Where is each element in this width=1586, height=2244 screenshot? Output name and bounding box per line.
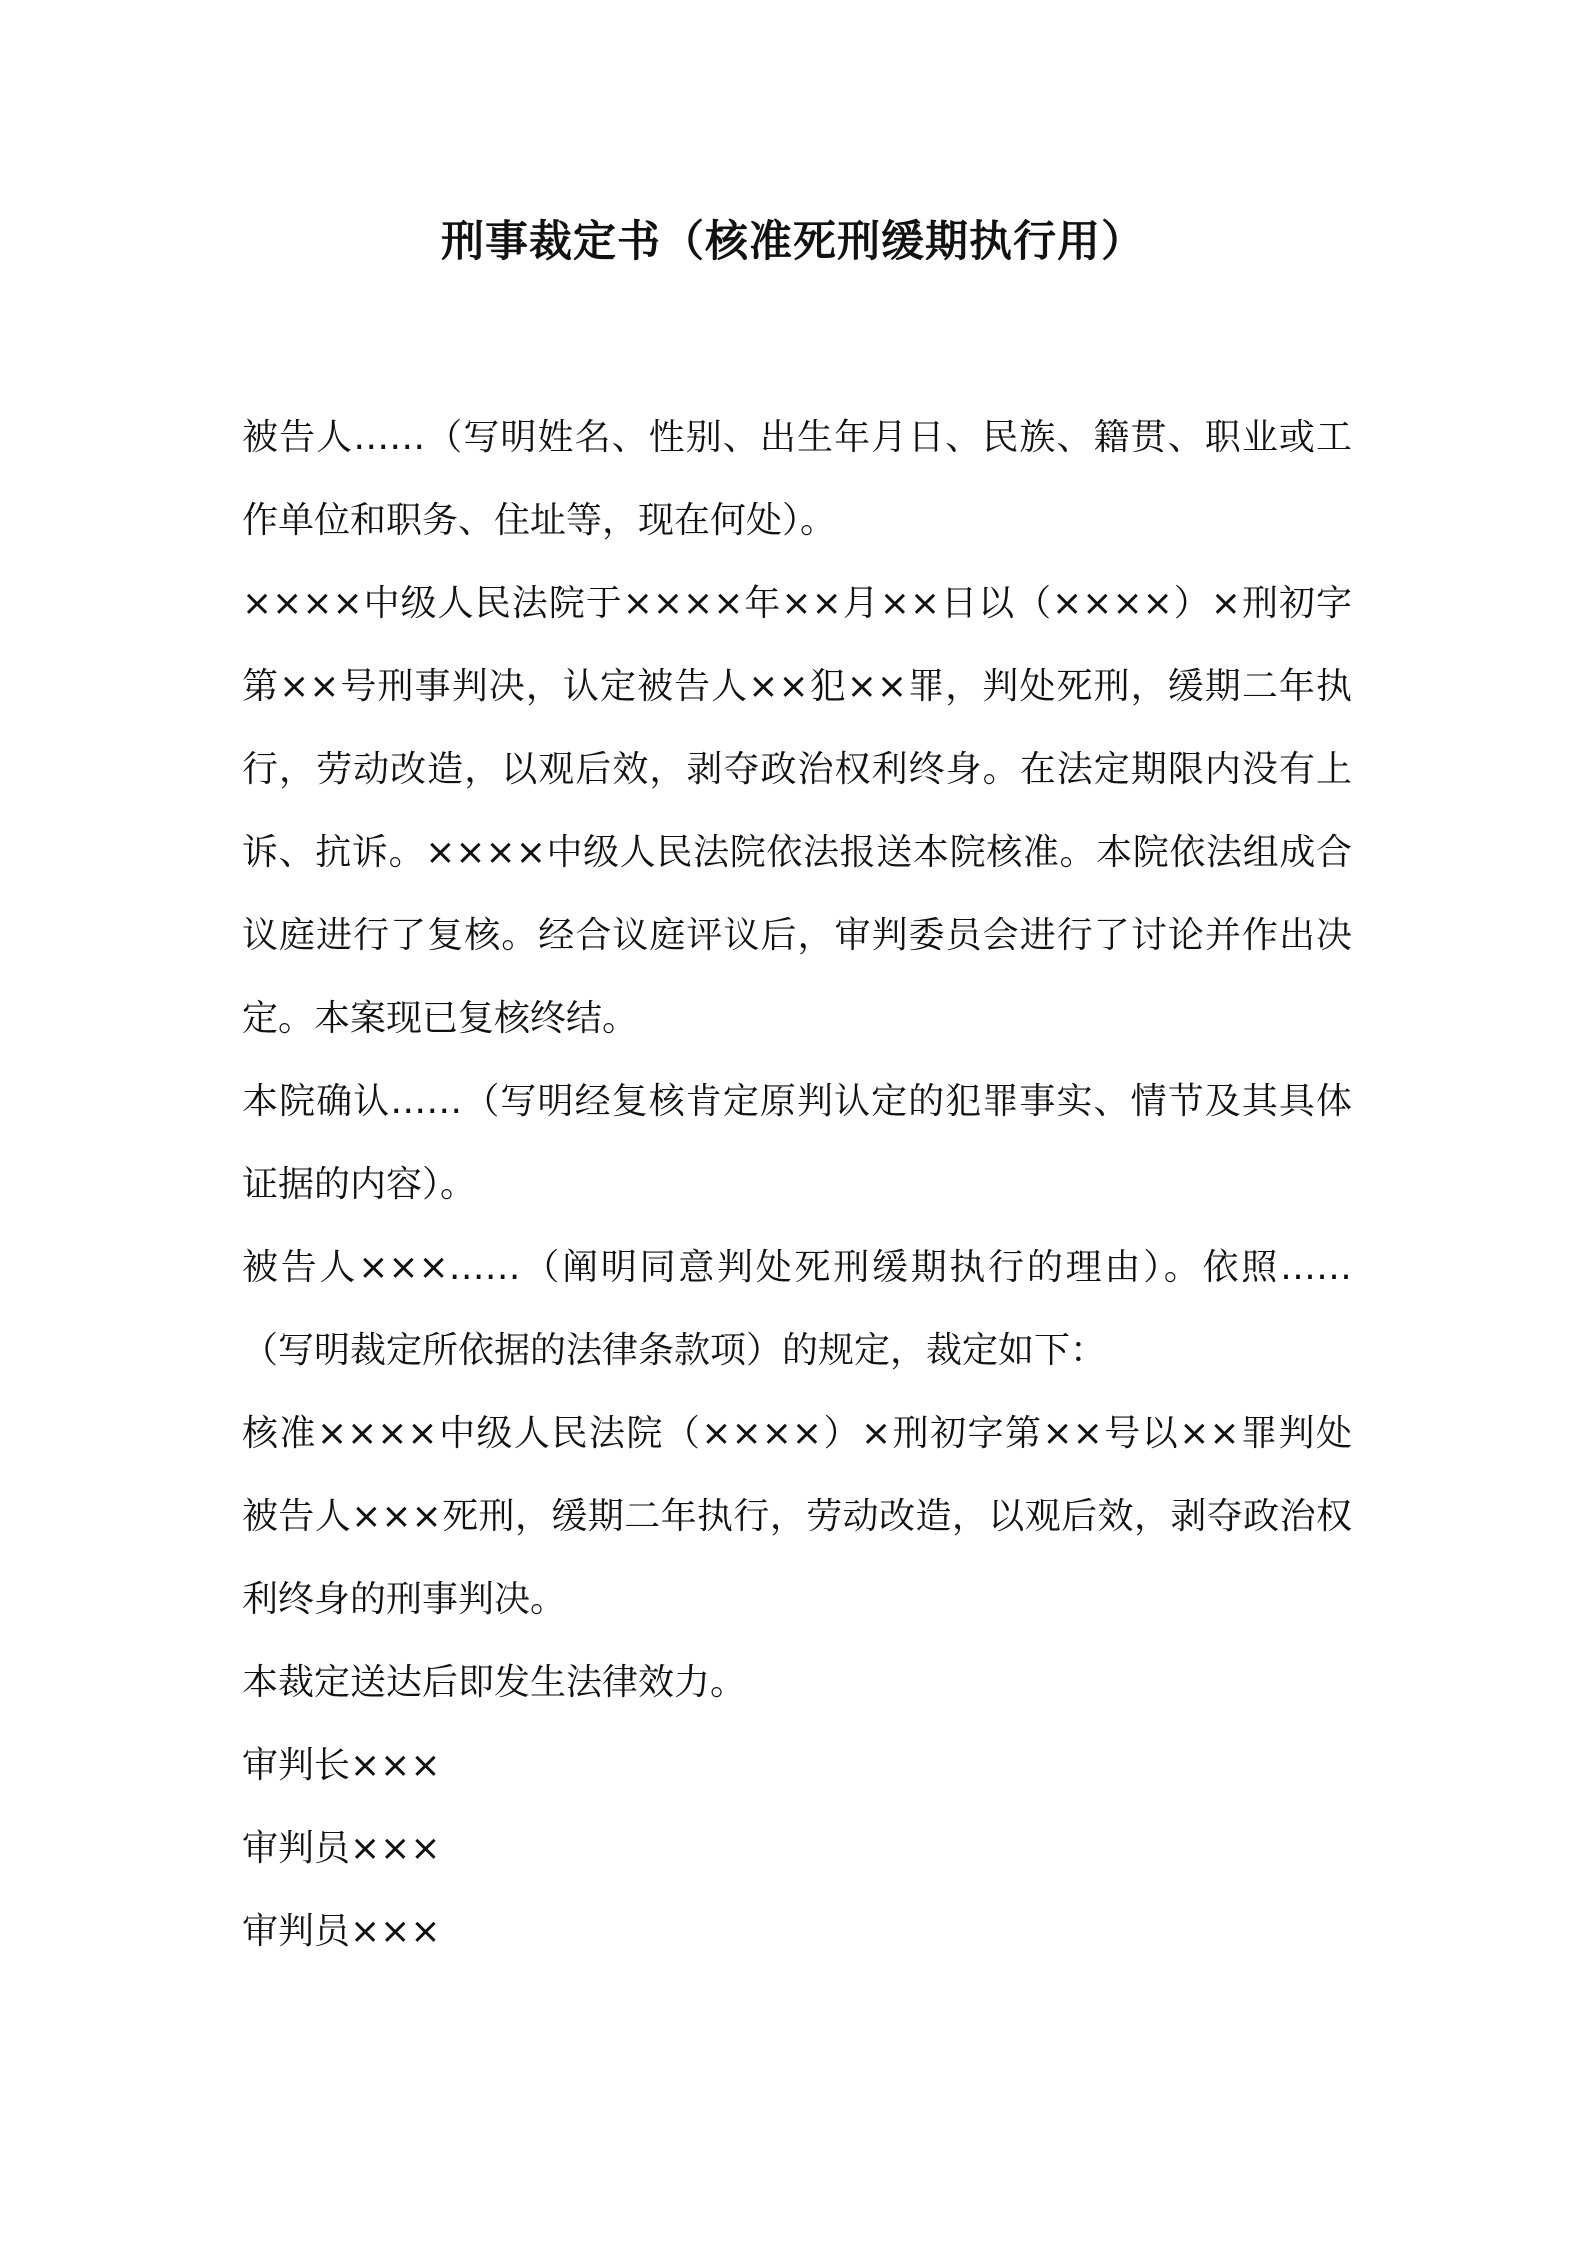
paragraph-effect: 本裁定送达后即发生法律效力。 [242, 1662, 747, 1703]
signature-judge-1: 审判员××× [242, 1828, 441, 1869]
paragraph-reasoning: 被告人×××……（阐明同意判处死刑缓期执行的理由）。依照……（写明裁定所依据的法律条款项）的规定，裁定如下： [242, 1247, 1352, 1371]
signature-presiding-judge: 审判长××× [242, 1745, 441, 1786]
paragraph-case-history: ××××中级人民法院于××××年××月××日以（××××）×刑初字第××号刑事判决，认定被告人××犯××罪，判处死刑，缓期二年执行，劳动改造，以观后效，剥夺政治权利终身。在法定期限内没有上诉、抗诉。××××中级人民法院依法报送本院核准。本院依法组成合议庭进行了复核。经合议庭评议后，审判委员会进行了讨论并作出决定。本案现已复核终结。 [242, 583, 1352, 1039]
paragraph-facts-confirmed: 本院确认……（写明经复核肯定原判认定的犯罪事实、情节及其具体证据的内容）。 [242, 1081, 1352, 1205]
signature-judge-2: 审判员××× [242, 1911, 441, 1952]
document-body [242, 396, 1352, 1973]
document-title: 刑事裁定书（核准死刑缓期执行用） [441, 217, 1145, 267]
paragraph-defendant-info: 被告人……（写明姓名、性别、出生年月日、民族、籍贯、职业或工作单位和职务、住址等，现在何处）。 [242, 417, 1352, 541]
paragraph-ruling: 核准××××中级人民法院（××××）×刑初字第××号以××罪判处被告人×××死刑，缓期二年执行，劳动改造，以观后效，剥夺政治权利终身的刑事判决。 [242, 1413, 1352, 1620]
